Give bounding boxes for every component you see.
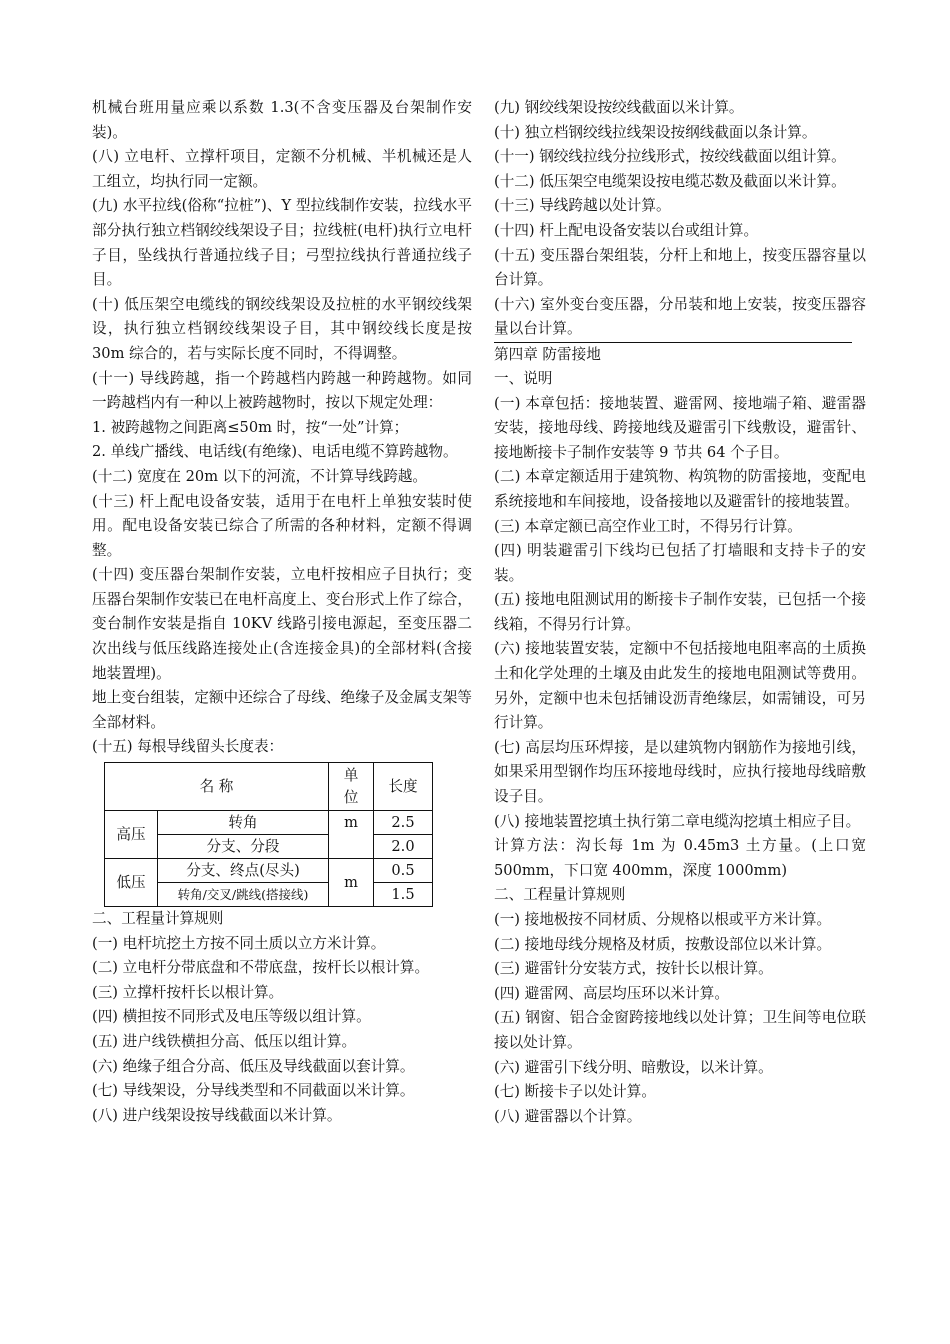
paragraph: (十二) 宽度在 20m 以下的河流，不计算导线跨越。 xyxy=(92,467,427,485)
paragraph: (十) 低压架空电缆线的钢绞线架设及拉桩的水平钢绞线架设，执行独立档钢绞线架设子目，其中钢绞线长度是按 30m 综合的，若与实际长度不同时，不得调整。 xyxy=(92,295,472,362)
paragraph: (二) 立电杆分带底盘和不带底盘，按杆长以根计算。 xyxy=(92,959,430,977)
paragraph: (七) 断接卡子以处计算。 xyxy=(494,1083,656,1101)
paragraph: (十二) 低压架空电缆架设按电缆芯数及截面以米计算。 xyxy=(494,172,846,190)
table-row xyxy=(105,811,433,835)
paragraph: 1. 被跨越物之间距离≤50m 时，按“一处”计算； xyxy=(92,418,409,436)
paragraph: (二) 接地母线分规格及材质，按敷设部位以米计算。 xyxy=(494,935,832,953)
header-length: 长度 xyxy=(374,763,433,811)
group-low: 低压 xyxy=(105,859,158,907)
paragraph: (十四) 杆上配电设备安装以台或组计算。 xyxy=(494,221,759,239)
header-unit-text: 单位 xyxy=(343,766,359,806)
table-row xyxy=(105,859,433,883)
paragraph: (三) 避雷针分安装方式，按针长以根计算。 xyxy=(494,960,773,978)
paragraph: (八) 避雷器以个计算。 xyxy=(494,1107,642,1125)
paragraph: (九) 水平拉线(俗称“拉桩”)、Y 型拉线制作安装，拉线水平部分执行独立档钢绞线架设子目；拉线桩(电杆)执行立电杆子目，坠线执行普通拉线子目；弓型拉线执行普通拉线子目。 xyxy=(92,197,472,289)
unit-low: m xyxy=(329,859,374,907)
paragraph: (六) 接地装置安装，定额中不包括接地电阻率高的土质换土和化学处理的土壤及由此发生的接地电阻测试等费用。另外，定额中也未包括铺设沥青绝缘层，如需铺设，可另行计算。 xyxy=(494,640,866,732)
table-header-row xyxy=(105,763,433,811)
paragraph: (十五) 每根导线留头长度表： xyxy=(92,738,284,756)
paragraph: (一) 本章包括：接地装置、避雷网、接地端子箱、避雷器安装，接地母线、跨接地线及避雷引下线敷设，避雷针、接地断接卡子制作安装等 9 节共 64 个子目。 xyxy=(494,394,866,461)
paragraph: (十一) 钢绞线拉线分拉线形式，按绞线截面以组计算。 xyxy=(494,148,846,166)
paragraph: 计算方法：沟长每 1m 为 0.45m3 土方量。(上口宽 500mm，下口宽 400mm，深度 1000mm) xyxy=(494,837,866,879)
section-heading: 二、工程量计算规则 xyxy=(494,886,626,904)
paragraph: (十一) 导线跨越，指一个跨越档内跨越一种跨越物。如同一跨越档内有一种以上被跨越物时，按以下规定处理： xyxy=(92,369,472,412)
row-length: 2.5 xyxy=(374,811,433,835)
paragraph: 2. 单线广播线、电话线(有绝缘)、电话电缆不算跨越物。 xyxy=(92,443,458,461)
paragraph: (一) 电杆坑挖土方按不同土质以立方米计算。 xyxy=(92,934,386,952)
chapter-title: 第四章 防雷接地 xyxy=(494,342,852,367)
paragraph: (十三) 杆上配电设备安装，适用于在电杆上单独安装时使用。配电设备安装已综合了所需的各种材料，定额不得调整。 xyxy=(92,492,472,559)
wire-length-table xyxy=(104,762,433,907)
row-length: 2.0 xyxy=(374,835,433,859)
paragraph: (十五) 变压器台架组装，分杆上和地上，按变压器容量以台计算。 xyxy=(494,246,866,289)
paragraph: (四) 避雷网、高层均压环以米计算。 xyxy=(494,984,729,1002)
paragraph: (四) 横担按不同形式及电压等级以组计算。 xyxy=(92,1008,371,1026)
paragraph: (六) 避雷引下线分明、暗敷设，以米计算。 xyxy=(494,1058,773,1076)
left-column xyxy=(92,96,472,1128)
row-length: 0.5 xyxy=(374,859,433,883)
paragraph: (五) 进户线铁横担分高、低压以组计算。 xyxy=(92,1033,357,1050)
header-name: 名 称 xyxy=(105,763,329,811)
row-item: 分支、终点(尽头) xyxy=(158,859,329,883)
paragraph: 机械台班用量应乘以系数 1.3(不含变压器及台架制作安装)。 xyxy=(92,99,472,141)
paragraph: (九) 钢绞线架设按绞线截面以米计算。 xyxy=(494,99,744,116)
row-item: 转角/交叉/跳线(搭接线) xyxy=(158,883,329,907)
paragraph: (七) 导线架设，分导线类型和不同截面以米计算。 xyxy=(92,1082,415,1100)
paragraph: (五) 钢窗、铝合金窗跨接地线以处计算；卫生间等电位联接以处计算。 xyxy=(494,1009,866,1051)
paragraph: (十) 独立档钢绞线拉线架设按纲线截面以条计算。 xyxy=(494,123,817,141)
paragraph: (一) 接地极按不同材质、分规格以根或平方米计算。 xyxy=(494,911,832,928)
section-heading: 二、工程量计算规则 xyxy=(92,910,224,928)
paragraph: (十六) 室外变台变压器，分吊装和地上安装，按变压器容量以台计算。 xyxy=(494,295,866,338)
unit-high: m xyxy=(329,811,374,859)
paragraph: (十三) 导线跨越以处计算。 xyxy=(494,197,671,215)
paragraph: (八) 进户线架设按导线截面以米计算。 xyxy=(92,1106,342,1124)
paragraph: (四) 明装避雷引下线均已包括了打墙眼和支持卡子的安装。 xyxy=(494,542,866,584)
paragraph: (三) 立撑杆按杆长以根计算。 xyxy=(92,983,284,1001)
paragraph: 地上变台组装，定额中还综合了母线、绝缘子及金属支架等全部材料。 xyxy=(92,689,472,731)
paragraph: (八) 接地装置挖填土执行第二章电缆沟挖填土相应子目。 xyxy=(494,812,861,830)
paragraph: (十四) 变压器台架制作安装，立电杆按相应子目执行；变压器台架制作安装已在电杆高度上、变台形式上作了综合，变台制作安装是指自 10KV 线路引接电源起，至变压器二次出线与低压线路连接处止(含连接金具)的全部材料(含接地装置埋)。 xyxy=(92,566,472,682)
group-high: 高压 xyxy=(105,811,158,859)
row-item: 分支、分段 xyxy=(158,835,329,859)
right-column xyxy=(494,96,866,1129)
paragraph: (二) 本章定额适用于建筑物、构筑物的防雷接地，变配电系统接地和车间接地，设备接地以及避雷针的接地装置。 xyxy=(494,468,866,510)
row-length: 1.5 xyxy=(374,883,433,907)
section-heading: 一、说明 xyxy=(494,369,553,387)
paragraph: (五) 接地电阻测试用的断接卡子制作安装，已包括一个接线箱，不得另行计算。 xyxy=(494,591,866,633)
paragraph: (六) 绝缘子组合分高、低压及导线截面以套计算。 xyxy=(92,1057,415,1075)
paragraph: (八) 立电杆、立撑杆项目，定额不分机械、半机械还是人工组立，均执行同一定额。 xyxy=(92,148,472,190)
paragraph: (三) 本章定额已高空作业工时，不得另行计算。 xyxy=(494,517,802,535)
header-unit xyxy=(329,763,374,811)
row-item: 转角 xyxy=(158,811,329,835)
paragraph: (七) 高层均压环焊接，是以建筑物内钢筋作为接地引线，如果采用型钢作均压环接地母线时，应执行接地母线暗敷设子目。 xyxy=(494,738,866,806)
